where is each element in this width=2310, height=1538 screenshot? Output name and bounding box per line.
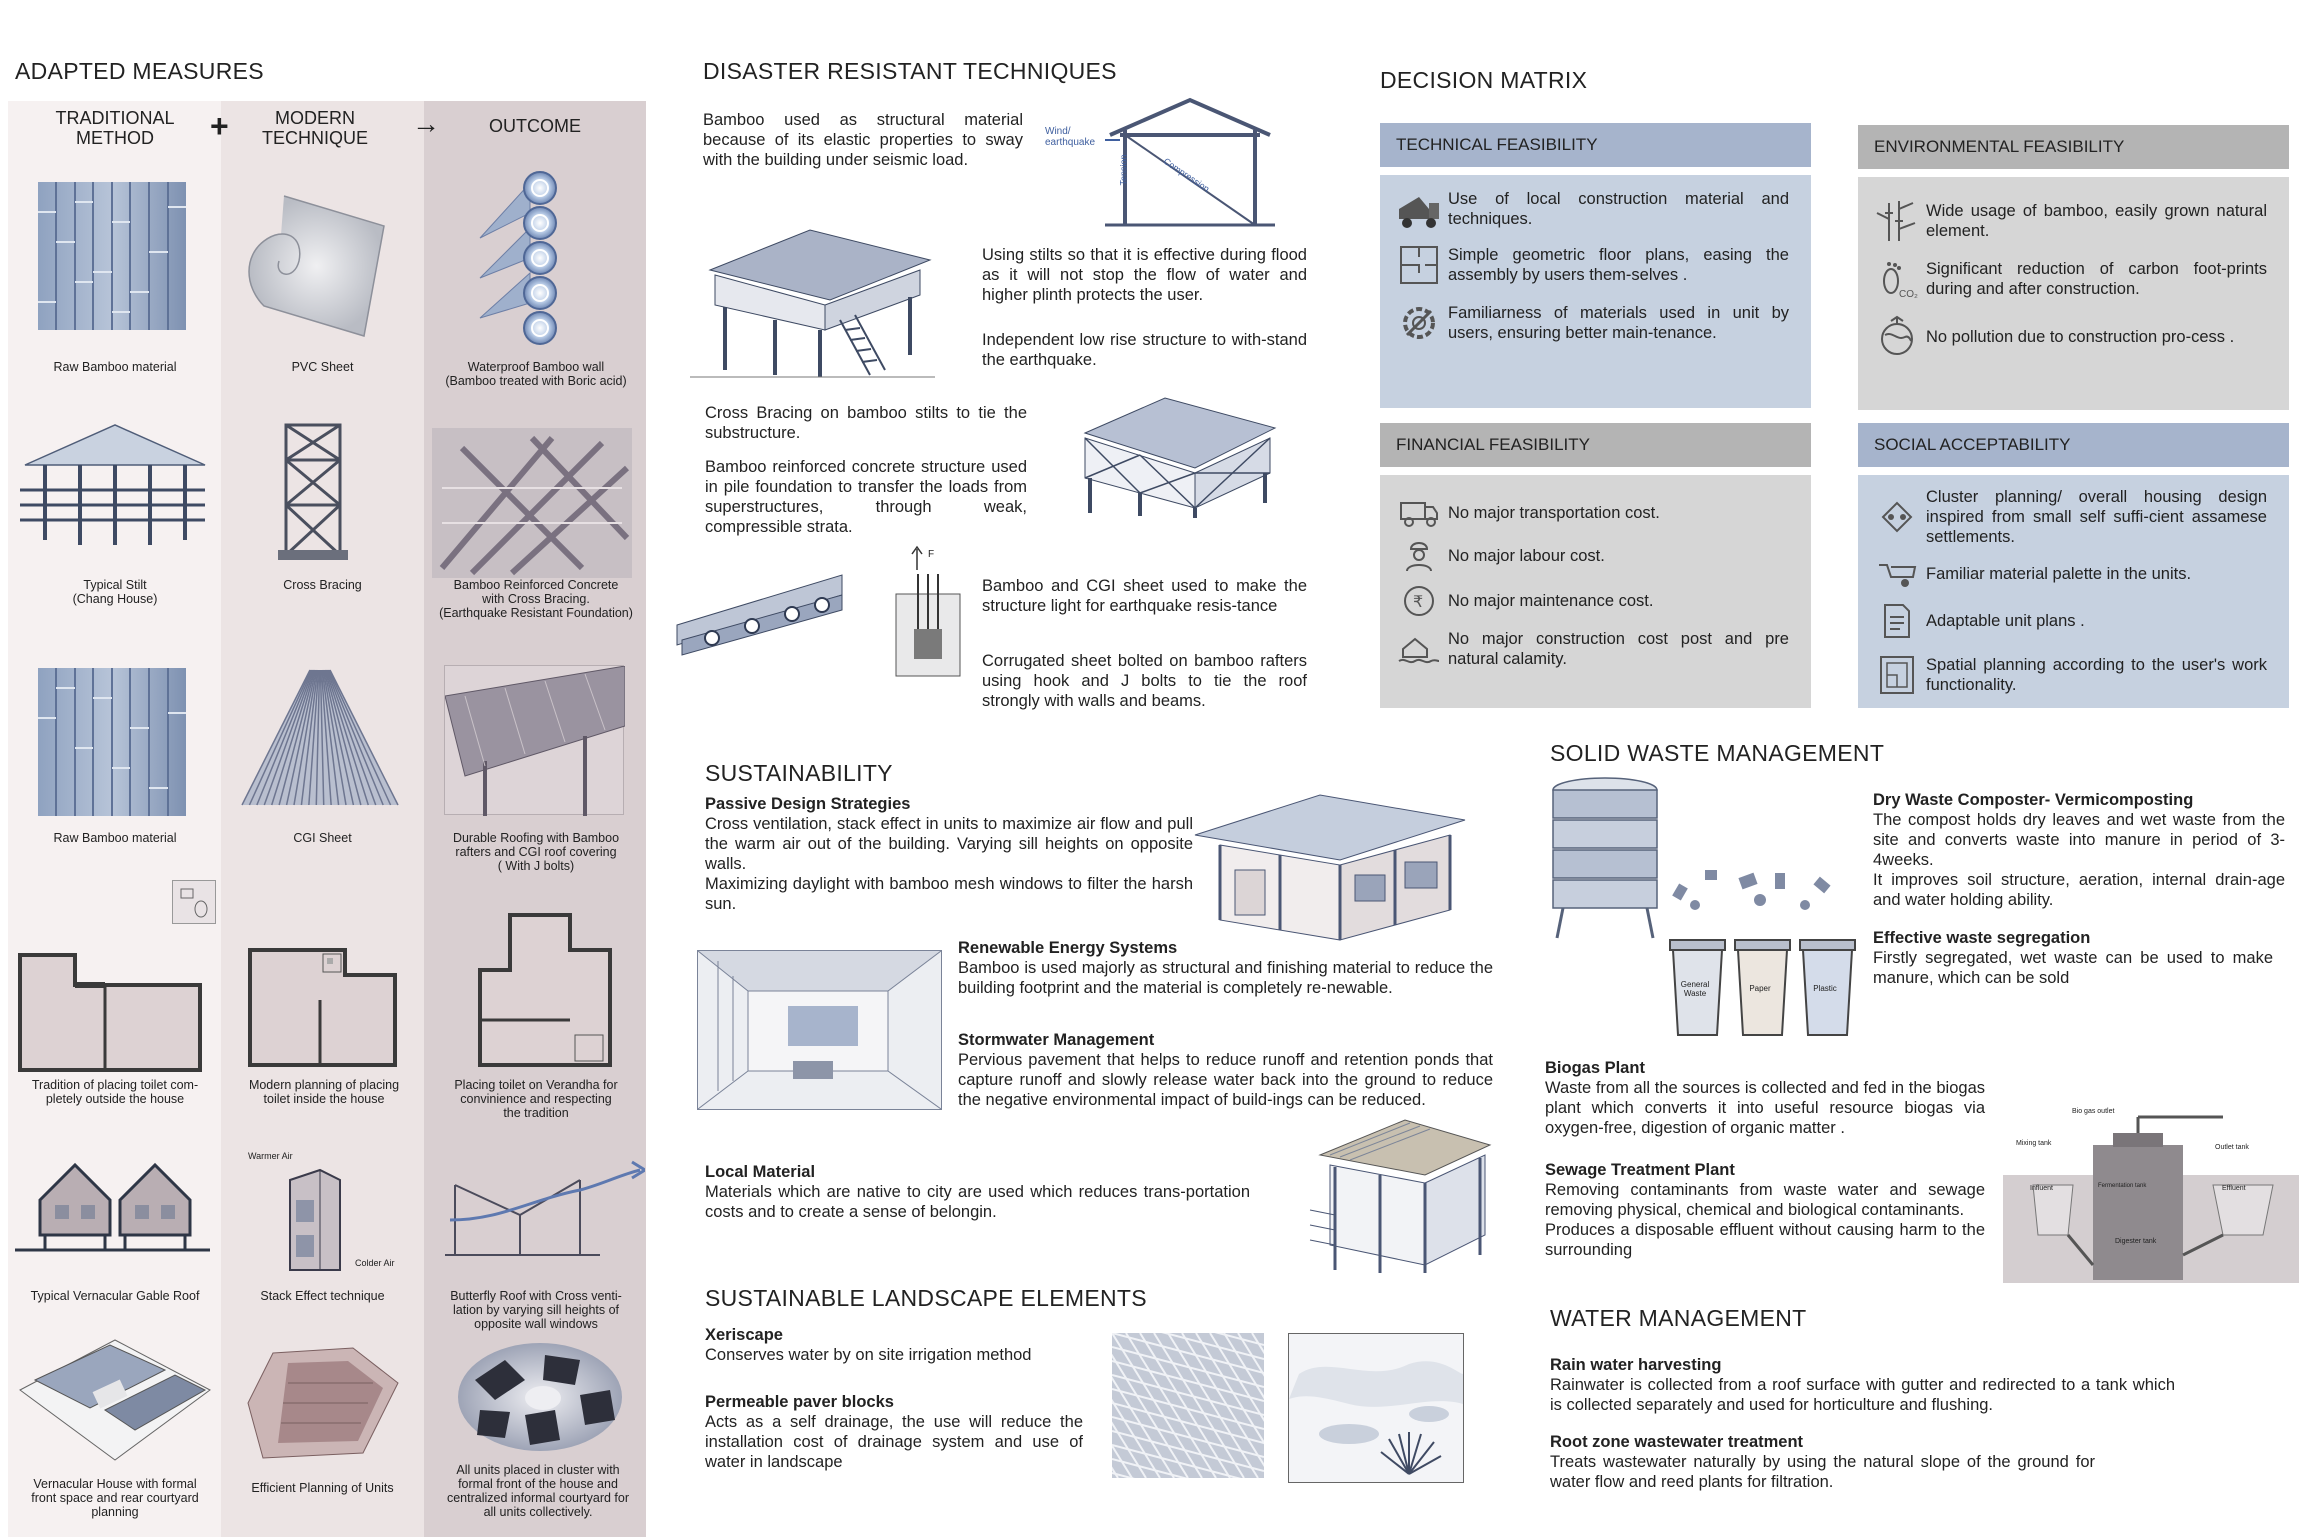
financial-panel	[1380, 475, 1811, 708]
financial-head: FINANCIAL FEASIBILITY	[1380, 423, 1811, 467]
cap-outcome-3: Durable Roofing with Bamboo rafters and CGI roof covering ( With J bolts)	[452, 831, 620, 873]
cgi-sheet-image	[240, 665, 400, 810]
bio-mixing-label: Mixing tank	[2016, 1140, 2052, 1147]
disaster-p6: Bamboo and CGI sheet used to make the structure light for earthquake resis-tance	[982, 577, 1307, 615]
rupee-icon	[1390, 583, 1448, 619]
svg-text:CO₂: CO₂	[1899, 289, 1918, 300]
rain-text: Rainwater is collected from a roof surface with gutter and redirected to a tank which is collected separately and used for horticulture and flushing.	[1550, 1376, 2175, 1414]
colder-air-label: Colder Air	[355, 1258, 395, 1268]
bin-plastic-label: Plastic	[1813, 984, 1837, 993]
bin-paper-label: Paper	[1749, 984, 1771, 993]
waterproof-bamboo-image	[470, 168, 590, 348]
xeriscape-image	[1288, 1333, 1464, 1483]
soc-item-3: Adaptable unit plans .	[1868, 601, 2267, 641]
seg-title: Effective waste segregation	[1873, 929, 2091, 947]
bio-digester-label: Digester tank	[2115, 1238, 2157, 1245]
plan-trad-image	[15, 945, 210, 1075]
stack-effect-image	[270, 1160, 350, 1275]
disaster-p1: Bamboo used as structural material because of its elastic properties to sway with the building under seismic load.	[703, 111, 1023, 169]
cap-modern-3: CGI Sheet	[293, 831, 352, 845]
social-head: SOCIAL ACCEPTABILITY	[1858, 423, 2289, 467]
passive-house-image	[1190, 785, 1470, 950]
arrow-sign: →	[412, 108, 440, 139]
xeri-title: Xeriscape	[705, 1326, 783, 1344]
cap-outcome-6: All units placed in cluster with formal front of the house and centralized informal courtyard for all units collectively.	[446, 1463, 630, 1519]
env-item-2: CO₂ Significant reduction of carbon foot-prints during and after construction.	[1868, 257, 2267, 301]
force-arrow	[908, 545, 926, 570]
bio-influent-label: Influent	[2030, 1185, 2053, 1192]
wheelbarrow-icon	[1868, 559, 1926, 589]
biogas-text: Waste from all the sources is collected and fed in the biogas plant which converts it into useful resource biogas via oxygen-free, digestion of organic matter .	[1545, 1079, 1985, 1137]
cgi-bolts-image	[672, 570, 847, 660]
plus-sign: +	[210, 108, 229, 144]
pvc-sheet-image	[244, 186, 394, 346]
toilet-icon	[172, 880, 216, 924]
flood-house-icon	[1390, 631, 1448, 667]
cap-trad-3: Raw Bamboo material	[53, 831, 177, 845]
biogas-title: Biogas Plant	[1545, 1059, 1645, 1077]
cap-modern-1: PVC Sheet	[291, 360, 354, 374]
cap-modern-6: Efficient Planning of Units	[251, 1481, 394, 1495]
local-text: Materials which are native to city are used which reduces trans-portation costs and to create a sense of belongin.	[705, 1183, 1250, 1221]
wrench-gear-icon	[1390, 301, 1448, 345]
bio-effluent-label: Effluent	[2222, 1185, 2246, 1192]
bamboo-concrete-image	[432, 428, 632, 578]
cap-trad-4: Tradition of placing toilet com- pletely outside the house	[31, 1078, 199, 1106]
butterfly-roof-image	[440, 1160, 645, 1265]
composter-image	[1545, 775, 1665, 940]
water-title: WATER MANAGEMENT	[1550, 1305, 1807, 1331]
truck-icon	[1390, 189, 1448, 229]
col-traditional-head: TRADITIONAL METHOD	[55, 108, 175, 148]
wind-label: Wind/ earthquake	[1045, 126, 1096, 148]
disaster-p2: Using stilts so that it is effective during flood as it will not stop the flow of water and higher plinth protects the user.	[982, 246, 1307, 304]
warmer-air-label: Warmer Air	[248, 1151, 293, 1161]
fin-item-4: No major construction cost post and pre natural calamity.	[1390, 629, 1789, 669]
seg-text: Firstly segregated, wet waste can be used to make manure, which can be sold	[1873, 949, 2273, 987]
renew-text: Bamboo is used majorly as structural and finishing material to reduce the building footprint and the material is completely re-newable.	[958, 959, 1493, 997]
stilt-house-image	[15, 420, 210, 550]
social-panel	[1858, 475, 2289, 708]
bio-outlet-label: Outlet tank	[2215, 1144, 2249, 1151]
cap-outcome-1: Waterproof Bamboo wall (Bamboo treated with Boric acid)	[445, 360, 627, 388]
svg-text:₹: ₹	[1413, 592, 1424, 611]
env-item-1: Wide usage of bamboo, easily grown natural element.	[1868, 199, 2267, 243]
env-item-3: No pollution due to construction pro-cess .	[1868, 315, 2267, 359]
sustain-title: SUSTAINABILITY	[705, 760, 893, 786]
bio-fermentation-label: Fermentation tank	[2098, 1183, 2147, 1189]
cluster-icon	[1868, 497, 1926, 537]
worker-icon	[1390, 539, 1448, 573]
soc-item-2: Familiar material palette in the units.	[1868, 559, 2267, 589]
col-modern-head: MODERN TECHNIQUE	[261, 108, 368, 148]
tech-item-1: Use of local construction material and techniques.	[1390, 189, 1789, 229]
dry-title: Dry Waste Composter- Vermicomposting	[1873, 791, 2194, 809]
cap-modern-2: Cross Bracing	[283, 578, 362, 592]
cluster-plan-image	[455, 1340, 625, 1455]
root-text: Treats wastewater naturally by using the natural slope of the ground for water flow and reed plants for filtration.	[1550, 1453, 2095, 1491]
interior-image	[697, 950, 942, 1110]
decision-title: DECISION MATRIX	[1380, 67, 1588, 93]
cross-bracing-image	[278, 420, 348, 565]
root-title: Root zone wastewater treatment	[1550, 1433, 1804, 1451]
segregation-bins-image	[1665, 865, 1860, 1040]
local-title: Local Material	[705, 1163, 816, 1181]
disaster-title: DISASTER RESISTANT TECHNIQUES	[703, 58, 1117, 84]
fin-item-2: No major labour cost.	[1390, 539, 1789, 573]
waste-title: SOLID WASTE MANAGEMENT	[1550, 740, 1885, 766]
tension-label: Tension	[1118, 154, 1129, 186]
disaster-p3: Independent low rise structure to with-stand the earthquake.	[982, 331, 1307, 369]
passive-title: Passive Design Strategies	[705, 795, 911, 813]
bio-gas-outlet-label: Bio gas outlet	[2072, 1108, 2115, 1115]
paver-image	[1112, 1333, 1264, 1478]
cap-modern-5: Stack Effect technique	[260, 1289, 385, 1303]
document-icon	[1868, 601, 1926, 641]
sewage-text: Removing contaminants from waste water and sewage removing physical, chemical and biological contaminants. Produces a disposable effluent without causing harm to the surrounding	[1545, 1181, 1985, 1259]
raw-bamboo-image	[38, 182, 186, 330]
cap-trad-6: Vernacular House with formal front space and rear courtyard planning	[31, 1477, 199, 1519]
cap-modern-4: Modern planning of placing toilet inside the house	[248, 1078, 400, 1106]
environmental-panel	[1858, 177, 2289, 410]
delivery-truck-icon	[1390, 497, 1448, 529]
gable-roof-image	[15, 1160, 210, 1255]
compression-label: Compression	[1161, 156, 1212, 194]
rain-title: Rain water harvesting	[1550, 1356, 1722, 1374]
globe-icon	[1868, 315, 1926, 359]
landscape-title: SUSTAINABLE LANDSCAPE ELEMENTS	[705, 1285, 1147, 1311]
xeri-text: Conserves water by on site irrigation method	[705, 1346, 1032, 1364]
paver-text: Acts as a self drainage, the use will reduce the installation cost of drainage system and use of water in landscape	[705, 1413, 1083, 1471]
cap-trad-1: Raw Bamboo material	[53, 360, 177, 374]
storm-title: Stormwater Management	[958, 1031, 1155, 1049]
paver-title: Permeable paver blocks	[705, 1393, 894, 1411]
disaster-p4: Cross Bracing on bamboo stilts to tie the substructure.	[705, 404, 1027, 442]
technical-panel	[1380, 175, 1811, 408]
stilt-disaster-image	[690, 225, 935, 380]
cross-bracing-house-image	[1075, 393, 1280, 518]
bin-general-label: General Waste	[1680, 980, 1710, 998]
blueprint-icon	[1868, 653, 1926, 697]
force-label: F	[928, 549, 935, 560]
passive-text: Cross ventilation, stack effect in units to maximize air flow and pull the warm air out of the building. Varying sill heights on opposite walls. Maximizing daylight with bamboo mesh windows to filter the harsh sun.	[705, 815, 1193, 913]
unit-plan-image	[243, 1343, 403, 1461]
raw-bamboo-image-2	[38, 668, 186, 816]
tech-item-3: Familiarness of materials used in unit by users, ensuring better main-tenance.	[1390, 301, 1789, 345]
plan-outcome-image	[470, 910, 618, 1070]
tech-item-2: Simple geometric floor plans, easing the assembly by users them-selves .	[1390, 243, 1789, 287]
disaster-p5: Bamboo reinforced concrete structure used in pile foundation to transfer the loads from superstructures, through weak, compressible strata.	[705, 458, 1027, 536]
soc-item-1: Cluster planning/ overall housing design inspired from small self suffi-cient assamese settlements.	[1868, 487, 2267, 547]
footprint-co2-icon	[1868, 257, 1926, 301]
technical-head: TECHNICAL FEASIBILITY	[1380, 123, 1811, 167]
cap-trad-5: Typical Vernacular Gable Roof	[30, 1289, 200, 1303]
bamboo-icon	[1868, 199, 1926, 243]
environmental-head: ENVIRONMENTAL FEASIBILITY	[1858, 125, 2289, 169]
renew-title: Renewable Energy Systems	[958, 939, 1178, 957]
plan-modern-image	[245, 940, 400, 1070]
dry-text: The compost holds dry leaves and wet waste from the site and converts waste into manure in period of 3-4weeks. It improves soil structure, aeration, internal drain-age and water holding ability.	[1873, 811, 2285, 909]
fin-item-1: No major transportation cost.	[1390, 497, 1789, 529]
cap-outcome-4: Placing toilet on Verandha for convinience and respecting the tradition	[454, 1078, 618, 1120]
cap-outcome-2: Bamboo Reinforced Concrete with Cross Bracing. (Earthquake Resistant Foundation)	[439, 578, 633, 620]
sewage-title: Sewage Treatment Plant	[1545, 1161, 1735, 1179]
pile-foundation-image	[888, 574, 968, 679]
adapted-title: ADAPTED MEASURES	[15, 58, 264, 84]
fin-item-3: ₹ No major maintenance cost.	[1390, 583, 1789, 619]
bamboo-structure-image	[1305, 1115, 1495, 1275]
durable-roofing-image	[444, 665, 624, 815]
floor-plan-icon	[1390, 243, 1448, 287]
frame-diagram-image	[1105, 95, 1275, 230]
cap-outcome-5: Butterfly Roof with Cross venti- lation by varying sill heights of opposite wall windows	[450, 1289, 622, 1331]
cap-trad-2: Typical Stilt (Chang House)	[72, 578, 158, 606]
biogas-diagram-image	[2003, 1105, 2299, 1285]
disaster-p7: Corrugated sheet bolted on bamboo rafters using hook and J bolts to tie the roof strongly with walls and beams.	[982, 652, 1307, 710]
soc-item-4: Spatial planning according to the user's work functionality.	[1868, 653, 2267, 697]
storm-text: Pervious pavement that helps to reduce runoff and retention ponds that capture runoff and slowly release water back into the ground to reduce the negative environmental impact of build-ings can be reduced.	[958, 1051, 1493, 1109]
vernacular-house-image	[15, 1320, 215, 1468]
col-outcome-head: OUTCOME	[489, 116, 581, 136]
